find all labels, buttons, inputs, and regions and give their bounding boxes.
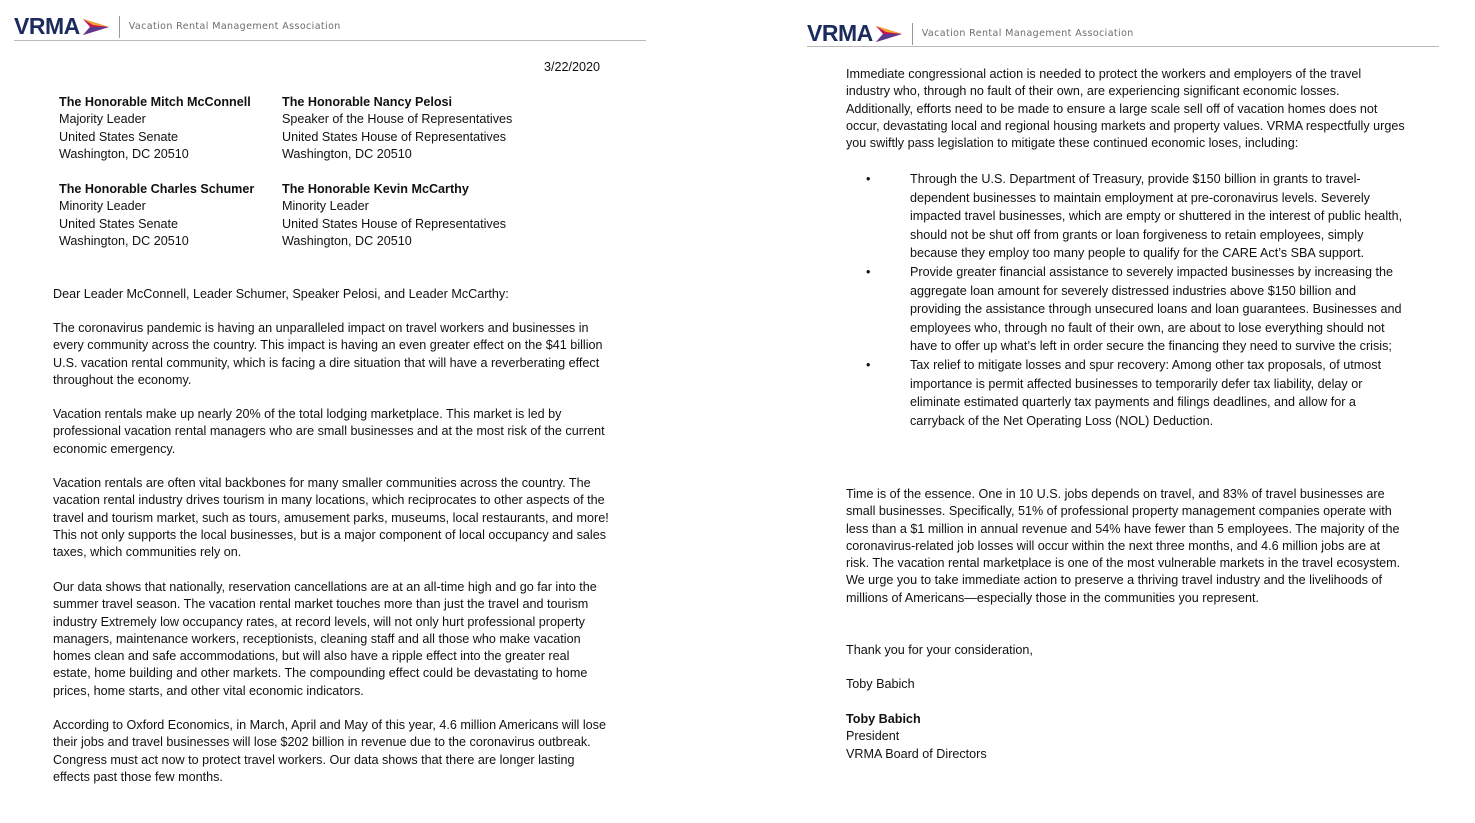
recipient-name: The Honorable Kevin McCarthy (282, 182, 469, 196)
recipient-line: Minority Leader (282, 199, 369, 214)
signer-organization: VRMA Board of Directors (846, 746, 987, 761)
paragraph: Our data shows that nationally, reservation cancellations are at an all-time high and go far into the summer travel season. The vacation rental market touches more than just the travel and tourism industry Extremely low occupancy rates, at record levels, will not only hurt professional property managers, maintenance workers, receptionists, cleaning staff and all those who make vacation homes clean and safe accommodations, but will also have a ripple effect into the greater real estate, home building and other markets. The compounding effect could be devastating to home prices, home starts, and other vital economic indicators. (53, 580, 597, 698)
paragraph: Vacation rentals are often vital backbones for many smaller communities across the country. The vacation rental industry drives tourism in many locations, which reciprocates to other aspects of the travel and tourism market, such as tours, amusement parks, museums, local restaurants, and more! This not only supports the local businesses, but is a major component of local occupancy and sales taxes, which communities rely on. (53, 476, 609, 560)
recipient-line: Washington, DC 20510 (59, 146, 189, 161)
logo-text: VRMA (14, 13, 80, 39)
header-rule (14, 40, 646, 41)
list-item-text: Tax relief to mitigate losses and spur recovery: Among other tax proposals, of utmost importance is permit affected businesses to temporarily defer tax liability, delay or eliminate estimated quarterly tax payments and filings deadlines, and allow for a carryback of the Net Operating Loss (NOL) Deduction. (910, 357, 1382, 428)
logo-text: VRMA (807, 20, 873, 46)
header-rule (807, 46, 1439, 47)
signer-block (846, 711, 1406, 763)
recipient-name: The Honorable Mitch McConnell (59, 95, 251, 109)
logo-arrow-icon (876, 26, 902, 42)
list-item (846, 356, 1406, 430)
bullet-icon: • (866, 357, 871, 372)
list-item (846, 170, 1406, 263)
vrma-logo (807, 22, 902, 45)
recipient-line: Washington, DC 20510 (59, 233, 189, 248)
recipient-line: United States House of Representatives (282, 129, 507, 144)
recipient-name: The Honorable Charles Schumer (59, 182, 255, 196)
recipient-block (282, 181, 506, 250)
closing-paragraph: Time is of the essence. One in 10 U.S. jobs depends on travel, and 83% of travel businesses are small businesses. Specifically, 51% of professional property management companies operate with less than a $1 million in annual revenue and 54% have fewer than 5 employees. The majority of the coronavirus-related job losses will occur within the next three months, and 4.6 million jobs are at risk. The vacation rental marketplace is one of the most vulnerable markets in the travel ecosystem. We urge you to take immediate action to preserve a thriving travel industry and the livelihoods of millions of Americans—especially those in the communities you represent. (846, 487, 1401, 605)
recipient-block (282, 94, 512, 163)
recipient-line: Speaker of the House of Representatives (282, 112, 513, 127)
recipient-block (59, 94, 251, 163)
paragraph: The coronavirus pandemic is having an unparalleled impact on travel workers and businesses in every community across the country. This impact is having an even greater effect on the $41 billion U.S. vacation rental community, which is facing a dire situation that will have a reverberating effect throughout the economy. (53, 321, 603, 387)
logo-arrow-icon (83, 19, 109, 35)
signer-name: Toby Babich (846, 712, 921, 726)
letterhead-divider (912, 23, 913, 45)
recipient-line: United States House of Representatives (282, 216, 507, 231)
list-item (846, 263, 1406, 356)
recipient-block (59, 181, 254, 250)
paragraph: Vacation rentals make up nearly 20% of the total lodging marketplace. This market is led by professional vacation rental managers who are small businesses and at the most risk of the current economic emergency. (53, 407, 605, 456)
letterhead-divider (119, 16, 120, 38)
list-item-text: Through the U.S. Department of Treasury, provide $150 billion in grants to travel-dependent businesses to maintain employment at pre-coronavirus levels. Severely impacted travel businesses, which are empty or shuttered in the interest of public health, should not be shut off from grants or loan forgiveness to retain employees, simply because they employ too many people to qualify for the CARE Act’s SBA support. (910, 172, 1403, 261)
recipient-line: Majority Leader (59, 112, 146, 127)
list-item-text: Provide greater financial assistance to severely impacted businesses by increasing the aggregate loan amount for severely distressed industries above $150 billion and providing the assistance through unsecured loans and loan guarantees. Businesses and employees who, through no fault of their own, are about to lose everything should not have to offer up what’s left in order secure the financing they need to survive the crisis; (910, 264, 1402, 354)
bullet-icon: • (866, 264, 871, 279)
recipient-line: United States Senate (59, 216, 179, 231)
bullet-icon: • (866, 172, 871, 186)
letter-date: 3/22/2020 (544, 60, 601, 74)
intro-paragraph: Immediate congressional action is needed to protect the workers and employers of the travel industry who, through no fault of their own, are experiencing significant economic losses. Additionally, efforts need to be made to ensure a large scale sell off of vacation homes does not occur, devastating local and regional housing markets and property values. VRMA respectfully urges you swiftly pass legislation to mitigate these continued economic loses, including: (846, 67, 1405, 151)
recipient-line: Minority Leader (59, 199, 146, 214)
letterhead (14, 15, 646, 38)
letter-page-2 (795, 0, 1475, 823)
letterhead (807, 22, 1439, 45)
salutation: Dear Leader McConnell, Leader Schumer, Speaker Pelosi, and Leader McCarthy: (53, 287, 509, 301)
signer-title: President (846, 729, 900, 744)
policy-requests-list (846, 170, 1406, 430)
association-name: Vacation Rental Management Association (921, 28, 1134, 39)
signature: Toby Babich (846, 677, 915, 691)
recipient-line: Washington, DC 20510 (282, 233, 412, 248)
recipient-name: The Honorable Nancy Pelosi (282, 95, 453, 109)
association-name: Vacation Rental Management Association (128, 21, 341, 32)
vrma-logo (14, 15, 109, 38)
recipient-line: Washington, DC 20510 (282, 146, 412, 161)
paragraph: According to Oxford Economics, in March, April and May of this year, 4.6 million Americans will lose their jobs and travel businesses will lose $202 billion in revenue due to the coronavirus outbreak. Congress must act now to protect travel workers. Our data shows that there are longer lasting effects past those few months. (53, 718, 606, 784)
letter-page-1 (0, 0, 660, 823)
valediction: Thank you for your consideration, (846, 643, 1033, 657)
recipient-line: United States Senate (59, 129, 179, 144)
